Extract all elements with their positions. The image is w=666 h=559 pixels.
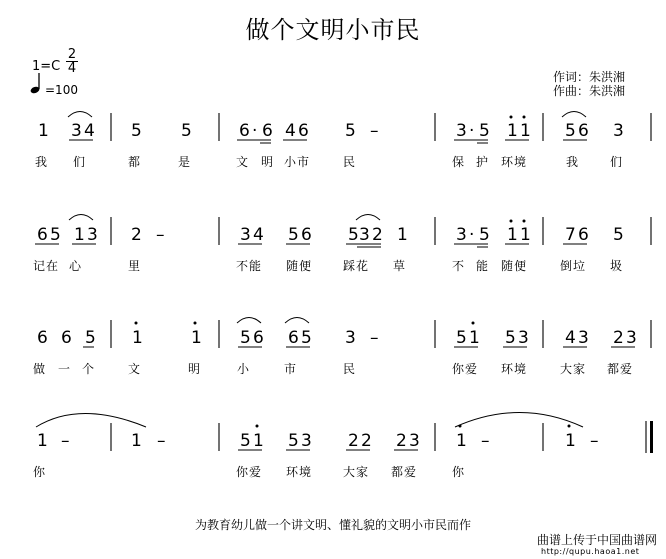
lyric-char: 都 bbox=[128, 155, 141, 169]
note: 3 bbox=[301, 431, 312, 451]
note: 2 bbox=[613, 328, 624, 348]
note: 5 bbox=[301, 328, 312, 348]
lyric-char: 草 bbox=[393, 259, 406, 273]
note: 5 bbox=[50, 225, 61, 245]
watermark-url: http://qupu.haoa1.net bbox=[541, 547, 640, 556]
lyric-char: 记 bbox=[33, 259, 46, 273]
note: · bbox=[469, 225, 475, 245]
note: 6 bbox=[37, 328, 48, 348]
lyric-char: 你 bbox=[452, 362, 465, 376]
lyric-char: 里 bbox=[128, 259, 141, 273]
note: 4 bbox=[565, 328, 576, 348]
note: 6 bbox=[301, 225, 312, 245]
note: 2 bbox=[131, 225, 142, 245]
note: 3 bbox=[518, 328, 529, 348]
underlines bbox=[35, 140, 635, 450]
note: 1 bbox=[520, 225, 531, 245]
note: 1 bbox=[74, 225, 85, 245]
note: 5 bbox=[479, 225, 490, 245]
lyric-char: 保 bbox=[452, 155, 465, 169]
note: 2 bbox=[348, 431, 359, 451]
lyric-char: 我 bbox=[35, 155, 48, 169]
time-signature-top: 2 bbox=[67, 47, 77, 62]
lyric-char: 你 bbox=[236, 465, 249, 479]
note: 1 bbox=[38, 121, 49, 141]
note: 5 bbox=[348, 225, 359, 245]
note: 6 bbox=[578, 121, 589, 141]
lyric-char: 们 bbox=[73, 155, 86, 169]
note: 1 bbox=[469, 328, 480, 348]
note: 4 bbox=[253, 225, 264, 245]
note: 3 bbox=[456, 225, 467, 245]
lyric-char: 大 bbox=[560, 362, 573, 376]
note: – bbox=[370, 121, 379, 141]
lyric-char: 环 bbox=[501, 155, 514, 169]
note: 1 bbox=[37, 431, 48, 451]
note: 5 bbox=[181, 121, 192, 141]
lyric-char: 家 bbox=[573, 362, 586, 376]
note: 1 bbox=[397, 225, 408, 245]
lyric-char: 明 bbox=[261, 155, 274, 169]
note: 1 bbox=[132, 328, 143, 348]
note: 3 bbox=[71, 121, 82, 141]
lyric-char: 环 bbox=[501, 362, 514, 376]
note: 3 bbox=[359, 225, 370, 245]
note: 5 bbox=[85, 328, 96, 348]
note: – bbox=[370, 328, 379, 348]
note: 6 bbox=[239, 121, 250, 141]
note: 5 bbox=[613, 225, 624, 245]
note: 6 bbox=[37, 225, 48, 245]
note: 3 bbox=[409, 431, 420, 451]
note: 7 bbox=[565, 225, 576, 245]
note: 5 bbox=[240, 328, 251, 348]
lyric-char: 不 bbox=[452, 259, 465, 273]
score-title: 做个文明小市民 bbox=[245, 16, 421, 44]
lyric-char: 能 bbox=[476, 259, 489, 273]
note: 1 bbox=[565, 431, 576, 451]
note: 4 bbox=[285, 121, 296, 141]
lyric-char: 市 bbox=[284, 362, 297, 376]
lyricist-credit: 作词：朱洪湘 bbox=[553, 70, 626, 84]
note: 1 bbox=[456, 431, 467, 451]
lyric-char: 随 bbox=[286, 259, 299, 273]
note: 3 bbox=[240, 225, 251, 245]
note: 6 bbox=[288, 328, 299, 348]
note: 3 bbox=[613, 121, 624, 141]
note: 5 bbox=[345, 121, 356, 141]
lyric-char: 不 bbox=[236, 259, 249, 273]
lyrics-layer bbox=[33, 154, 632, 479]
note: 3 bbox=[626, 328, 637, 348]
lyric-char: 境 bbox=[299, 465, 312, 479]
lyric-char: 小 bbox=[237, 362, 250, 376]
note: 3 bbox=[456, 121, 467, 141]
note: 5 bbox=[240, 431, 251, 451]
lyric-char: 你 bbox=[33, 465, 46, 479]
lyric-char: 我 bbox=[566, 155, 579, 169]
note: – bbox=[157, 431, 166, 451]
lyric-char: 爱 bbox=[249, 465, 262, 479]
lyric-char: 在 bbox=[46, 259, 59, 273]
note: · bbox=[469, 121, 475, 141]
note: 5 bbox=[565, 121, 576, 141]
lyric-char: 们 bbox=[610, 155, 623, 169]
lyric-char: 境 bbox=[514, 362, 527, 376]
note: 1 bbox=[520, 121, 531, 141]
notes-layer bbox=[37, 121, 637, 451]
lyric-char: 心 bbox=[69, 259, 82, 273]
note: · bbox=[252, 121, 258, 141]
lyric-char: 环 bbox=[286, 465, 299, 479]
lyric-char: 家 bbox=[356, 465, 369, 479]
note: – bbox=[61, 431, 70, 451]
lyric-char: 一 bbox=[58, 362, 71, 376]
lyric-char: 花 bbox=[356, 259, 369, 273]
lyric-char: 圾 bbox=[610, 259, 623, 273]
footer-note: 为教育幼儿做一个讲文明、懂礼貌的文明小市民而作 bbox=[194, 518, 471, 532]
lyric-char: 做 bbox=[33, 362, 46, 376]
note: 1 bbox=[131, 431, 142, 451]
lyric-char: 踩 bbox=[343, 259, 356, 273]
lyric-char: 个 bbox=[82, 362, 95, 376]
lyric-char: 护 bbox=[476, 155, 489, 169]
note: 3 bbox=[578, 328, 589, 348]
lyric-char: 是 bbox=[178, 155, 191, 169]
note: 5 bbox=[288, 225, 299, 245]
lyric-char: 倒 bbox=[560, 259, 573, 273]
note: 4 bbox=[84, 121, 95, 141]
lyric-char: 便 bbox=[299, 259, 312, 273]
note: 2 bbox=[372, 225, 383, 245]
time-signature-bottom: 4 bbox=[67, 61, 77, 76]
note: 5 bbox=[505, 328, 516, 348]
lyric-char: 便 bbox=[514, 259, 527, 273]
lyric-char: 市 bbox=[297, 155, 310, 169]
note: 1 bbox=[507, 121, 518, 141]
lyric-char: 随 bbox=[501, 259, 514, 273]
note: 6 bbox=[262, 121, 273, 141]
note: 2 bbox=[396, 431, 407, 451]
lyric-char: 明 bbox=[188, 362, 201, 376]
lyric-char: 爱 bbox=[465, 362, 478, 376]
lyric-char: 小 bbox=[284, 155, 297, 169]
note: 1 bbox=[507, 225, 518, 245]
note: 6 bbox=[298, 121, 309, 141]
lyric-char: 文 bbox=[236, 155, 249, 169]
note: 1 bbox=[191, 328, 202, 348]
note: 5 bbox=[479, 121, 490, 141]
note: 2 bbox=[361, 431, 372, 451]
note: 5 bbox=[131, 121, 142, 141]
lyric-char: 能 bbox=[249, 259, 262, 273]
note: 6 bbox=[253, 328, 264, 348]
note: 1 bbox=[253, 431, 264, 451]
note: 6 bbox=[578, 225, 589, 245]
lyric-char: 你 bbox=[452, 465, 465, 479]
note: 5 bbox=[288, 431, 299, 451]
note: 6 bbox=[61, 328, 72, 348]
lyric-char: 爱 bbox=[620, 362, 633, 376]
lyric-char: 境 bbox=[514, 155, 527, 169]
lyric-char: 文 bbox=[128, 362, 141, 376]
note: 5 bbox=[456, 328, 467, 348]
composer-credit: 作曲：朱洪湘 bbox=[553, 84, 626, 98]
note: – bbox=[156, 225, 165, 245]
note: – bbox=[590, 431, 599, 451]
note: 3 bbox=[345, 328, 356, 348]
note: – bbox=[481, 431, 490, 451]
lyric-char: 都 bbox=[607, 362, 620, 376]
lyric-char: 大 bbox=[343, 465, 356, 479]
note: 3 bbox=[87, 225, 98, 245]
lyric-char: 垃 bbox=[573, 259, 586, 273]
key-signature: 1=C bbox=[32, 59, 61, 74]
tempo-mark: =100 bbox=[45, 83, 78, 97]
lyric-char: 民 bbox=[343, 155, 356, 169]
lyric-char: 都 bbox=[391, 465, 404, 479]
watermark-text: 曲谱上传于中国曲谱网 bbox=[537, 533, 658, 547]
lyric-char: 民 bbox=[343, 362, 356, 376]
final-barline bbox=[650, 421, 653, 453]
lyric-char: 爱 bbox=[404, 465, 417, 479]
